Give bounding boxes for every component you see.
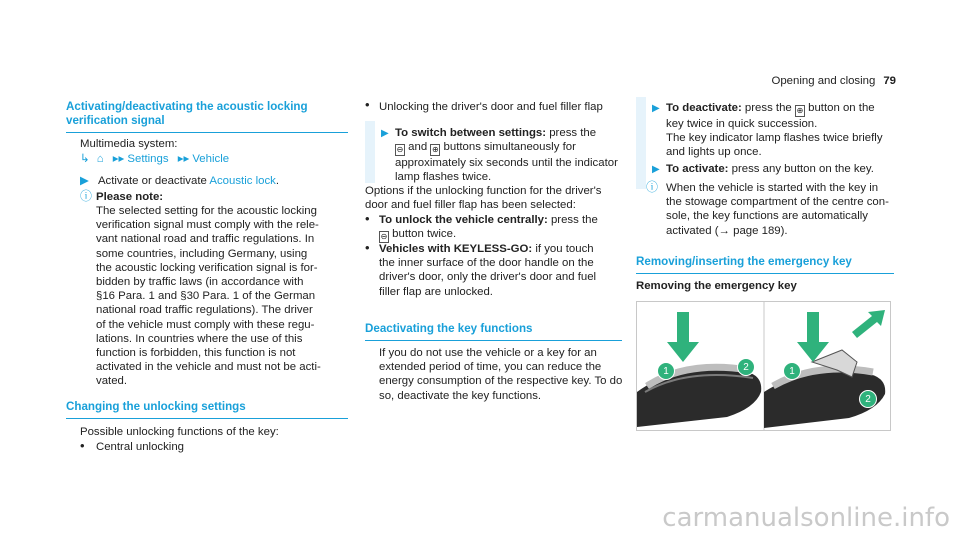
step-arrow-icon: ▶	[652, 103, 660, 114]
note-line: vant national road and traffic regulations. In	[96, 233, 315, 246]
info-line: the stowage compartment of the centre con-	[666, 196, 889, 209]
deactivate-step	[666, 101, 894, 160]
deact-text: press the	[741, 102, 792, 114]
heading-acoustic-locking: Activating/deactivating the acoustic locking verification signal	[66, 100, 348, 133]
switch-title: To switch between settings:	[395, 127, 547, 139]
heading-unlocking-settings: Changing the unlocking settings	[66, 400, 348, 419]
acoustic-lock-link: Acoustic lock	[209, 175, 276, 187]
deactivate-intro	[379, 346, 623, 403]
unlock-line: button twice.	[392, 228, 457, 241]
act-title: To activate:	[666, 163, 729, 175]
deact-line: and lights up once.	[666, 146, 762, 159]
return-arrow-icon: ↳	[80, 153, 90, 165]
switch-line: lamp flashes twice.	[395, 171, 492, 184]
deact-line: so, deactivate the key functions.	[379, 389, 542, 402]
multimedia-label: Multimedia system:	[80, 138, 178, 150]
callout-1-left: 1	[657, 362, 675, 380]
unlock-icon: ⊖	[380, 232, 388, 242]
step-suffix: .	[275, 175, 280, 187]
menu-path	[80, 152, 229, 166]
step-arrow-icon: ▶	[381, 128, 389, 139]
options-line: Options if the unlocking function for the driver's	[365, 185, 602, 197]
deact-line: energy consumption of the respective key. To do	[379, 375, 623, 388]
info-line: activated (→ page 189).	[666, 224, 788, 237]
bullet-central-unlocking: Central unlocking	[96, 441, 185, 453]
switch-and: and	[408, 141, 428, 154]
bullet-dot: •	[365, 240, 370, 255]
note-line: some countries, including Germany, using	[96, 247, 308, 260]
page-header	[771, 74, 896, 88]
deact-title: To deactivate:	[666, 102, 742, 114]
callout-2-right: 2	[859, 390, 877, 408]
note-title: Please note:	[96, 191, 164, 203]
keyless-text: if you touch	[532, 243, 594, 255]
info-icon: ⓘ	[80, 189, 93, 203]
heading-deactivating-key: Deactivating the key functions	[365, 322, 622, 341]
note-line: The selected setting for the acoustic locking	[96, 205, 317, 217]
note-line: the acoustic locking verification signal is for-	[96, 261, 318, 274]
note-line: vated.	[96, 375, 128, 388]
lock-icon: ⊖	[396, 145, 404, 155]
path-arrow-icon-2: ▸▸	[177, 153, 190, 165]
deact-line: key twice in quick succession.	[666, 118, 818, 130]
keyless-line: the inner surface of the door handle on the	[379, 257, 594, 270]
step-shade	[365, 121, 375, 183]
lock-icon: ⊕	[796, 106, 804, 115]
deact-line: extended period of time, you can reduce the	[379, 361, 602, 374]
deact-line: The key indicator lamp flashes twice briefly	[666, 132, 883, 145]
note-line: verification signal must comply with the rele-	[96, 219, 319, 232]
keyless-title: Vehicles with KEYLESS-GO:	[379, 243, 533, 255]
note-line: national road traffic regulations). The driver	[96, 304, 313, 317]
bullet-dot: •	[365, 97, 370, 112]
switch-buttons: buttons simultaneously for	[443, 141, 576, 154]
info-icon: ⓘ	[646, 180, 659, 194]
note-line: activated in the vehicle and must not be acti-	[96, 361, 321, 374]
options-text	[365, 184, 622, 212]
heading-emergency-key: Removing/inserting the emergency key	[636, 255, 894, 274]
info-line: sole, the key functions are automatically	[666, 210, 868, 223]
info-line: When the vehicle is started with the key in	[666, 182, 879, 194]
page-number: 79	[883, 75, 896, 87]
options-line: door and fuel filler flap has been selected:	[365, 199, 576, 212]
bullet-dot: •	[365, 211, 370, 226]
note-body	[96, 204, 348, 389]
switch-line: approximately six seconds until the indicator	[395, 157, 618, 170]
step-arrow-icon: ▶	[652, 164, 660, 175]
note-line: §16 Para. 1 and §30 Para. 1 of the German	[96, 290, 316, 303]
switch-text: press the	[546, 127, 597, 139]
note-line: of the vehicle must comply with these regu-	[96, 318, 315, 331]
note-line: bidden by traffic laws (in accordance with	[96, 276, 304, 289]
callout-1-right: 1	[783, 362, 801, 380]
keyless-line: filler flap are unlocked.	[379, 285, 493, 298]
unlock-text: press the	[547, 214, 598, 226]
unlock-icon: ⊕	[432, 145, 439, 155]
step-activate	[80, 174, 279, 188]
subheading-removing: Removing the emergency key	[636, 280, 797, 292]
key-illustration-svg	[637, 302, 890, 430]
path-arrow-icon: ▸▸	[112, 153, 125, 165]
callout-2-left: 2	[737, 358, 755, 376]
keyless-line: driver's door, only the driver's door and fuel	[379, 271, 597, 284]
bullet-driver-door: Unlocking the driver's door and fuel filler flap	[379, 101, 603, 113]
watermark: carmanualsonline.info	[662, 502, 950, 533]
note-line: function is forbidden, this function is not	[96, 347, 296, 360]
bullet-keyless-go	[379, 242, 623, 299]
home-icon: ⌂	[96, 153, 104, 165]
path-settings: Settings	[127, 153, 169, 165]
info-note	[666, 181, 894, 238]
deact-line: If you do not use the vehicle or a key for an	[379, 347, 597, 359]
bullet-unlock-centrally	[379, 213, 623, 243]
emergency-key-illustration	[636, 301, 891, 431]
possible-text: Possible unlocking functions of the key:	[80, 426, 279, 438]
note-line: lations. In countries where the use of this	[96, 332, 303, 345]
unlock-title: To unlock the vehicle centrally:	[379, 214, 548, 226]
switch-settings-step	[395, 126, 623, 185]
act-text: press any button on the key.	[728, 163, 874, 175]
step-text: Activate or deactivate	[97, 175, 210, 187]
bullet-dot: •	[80, 438, 85, 453]
header-section: Opening and closing	[771, 75, 876, 87]
activate-step	[666, 162, 874, 176]
step-shade	[636, 97, 646, 189]
step-arrow-icon: ▶	[80, 175, 89, 187]
deact-text-2: button on the	[808, 102, 875, 114]
path-vehicle: Vehicle	[192, 153, 230, 165]
